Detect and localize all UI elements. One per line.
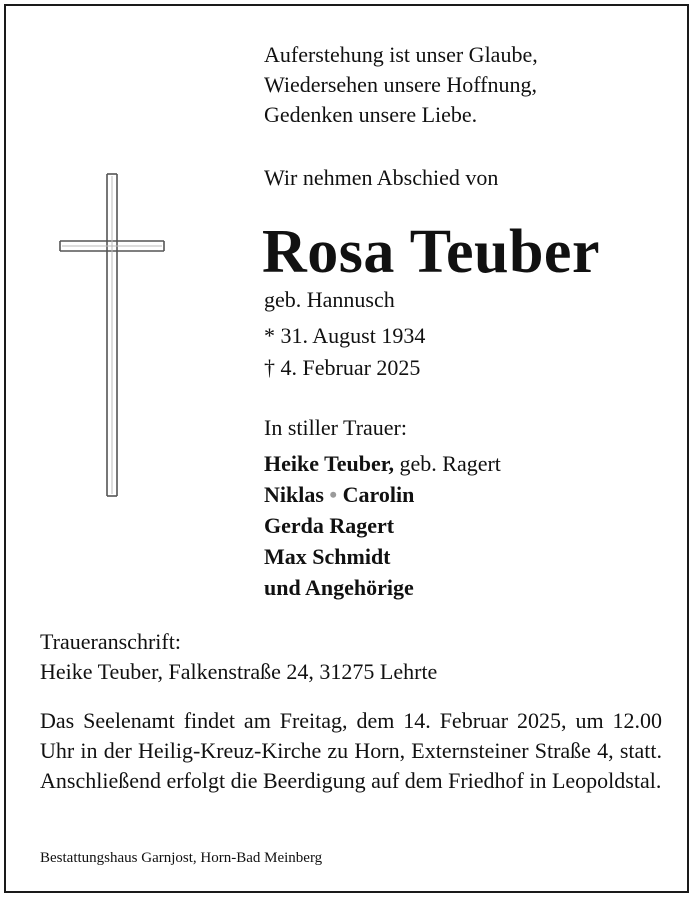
service-notice [40, 706, 662, 796]
mourner-line [264, 448, 501, 479]
funeral-home: Bestattungshaus Garnjost, Horn-Bad Meinberg [40, 850, 323, 866]
verse-line: Auferstehung ist unser Glaube, [264, 42, 538, 67]
separator-dot: • [329, 482, 338, 507]
mourner-line: Max Schmidt [264, 544, 391, 569]
birth-name: geb. Hannusch [264, 287, 395, 312]
address-label: Traueranschrift: [40, 629, 181, 654]
mourner-line [264, 479, 501, 510]
verse-line: Gedenken unsere Liebe. [264, 102, 478, 127]
mourning-heading: In stiller Trauer: [264, 415, 407, 440]
verse [264, 40, 538, 130]
service-text: Das Seelenamt findet am Freitag, dem 14. Februar 2025, um 12.00 Uhr in der Heilig-Kreuz-Kirche zu Horn, Externsteiner Straße 4, statt. Anschließend erfolgt die Beerdigung auf dem Friedhof in Leopoldstal. [40, 708, 662, 793]
verse-line: Wiedersehen unsere Hoffnung, [264, 72, 538, 97]
mourner-name: Carolin [342, 482, 415, 507]
mourner-line: und Angehörige [264, 575, 414, 600]
mourner-birth-name: geb. Ragert [394, 451, 501, 476]
address-value: Heike Teuber, Falkenstraße 24, 31275 Lehrte [40, 659, 438, 684]
death-date: † 4. Februar 2025 [264, 355, 421, 380]
mourners-list [264, 448, 501, 603]
cross-icon [56, 170, 168, 500]
life-dates [264, 320, 425, 384]
deceased-name: Rosa Teuber [262, 218, 600, 286]
mourner-name: Niklas [264, 482, 324, 507]
mourner-name: Heike Teuber, [264, 451, 394, 476]
intro-text: Wir nehmen Abschied von [264, 165, 499, 190]
mourner-line: Gerda Ragert [264, 513, 395, 538]
birth-date: * 31. August 1934 [264, 323, 426, 348]
mourning-address [40, 627, 437, 687]
